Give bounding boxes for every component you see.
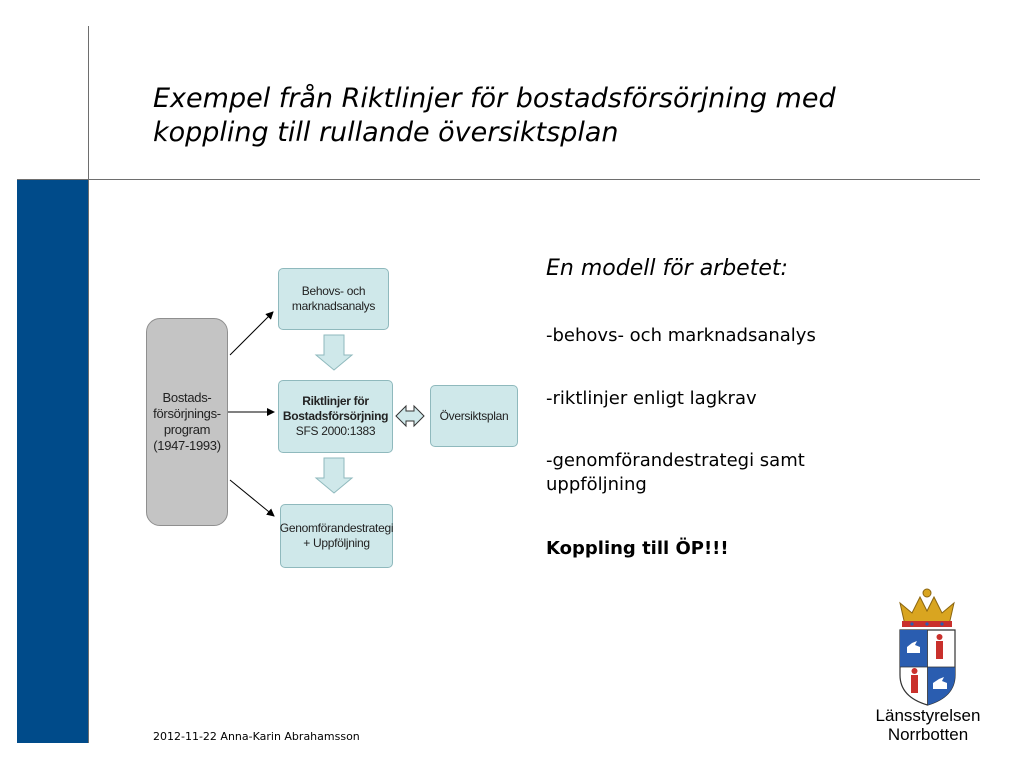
genomforande-line-1: Genomförandestrategi <box>279 521 394 535</box>
footer-date-author: 2012-11-22 Anna-Karin Abrahamsson <box>153 730 360 743</box>
down-arrow-1 <box>316 335 352 370</box>
vertical-divider <box>88 26 89 743</box>
program-box <box>146 318 228 526</box>
genomforande-line-2: + Uppföljning <box>303 536 370 550</box>
title-line-2: koppling till rullande översiktsplan <box>153 117 619 148</box>
genomforande-box <box>280 504 393 568</box>
behov-box <box>278 268 389 330</box>
program-line-3: program <box>163 422 211 437</box>
horizontal-divider <box>17 179 980 180</box>
list-item: -genomförandestrategi samt uppföljning <box>546 450 805 495</box>
riktlinjer-line-1: Riktlinjer för <box>302 394 369 408</box>
program-line-1: Bostads- <box>162 390 212 405</box>
arrow-to-genomforande <box>230 480 274 516</box>
riktlinjer-box <box>278 380 393 453</box>
riktlinjer-line-3: SFS 2000:1383 <box>295 424 376 438</box>
behov-line-2: marknadsanalys <box>291 299 376 313</box>
arrow-to-behov <box>230 312 273 355</box>
sidebar-accent-bar <box>17 180 88 743</box>
oversiktsplan-label: Översiktsplan <box>439 408 509 423</box>
double-arrow <box>396 406 424 426</box>
down-arrow-2 <box>316 458 352 493</box>
model-diagram <box>140 260 530 580</box>
model-subheading: En modell för arbetet: <box>546 256 788 281</box>
oversiktsplan-box <box>430 385 518 447</box>
slide-title <box>153 82 953 150</box>
behov-line-1: Behovs- och <box>301 284 366 298</box>
riktlinjer-line-2: Bostadsförsörjning <box>282 409 389 423</box>
title-line-1: Exempel från Riktlinjer för bostadsförsörjning med <box>153 83 836 114</box>
emphasis-text: Koppling till ÖP!!! <box>546 538 729 559</box>
logo-wordmark <box>866 706 990 744</box>
logo-line-2: Norrbotten <box>887 725 969 744</box>
list-item: -riktlinjer enligt lagkrav <box>546 388 757 409</box>
logo-line-1: Länsstyrelsen <box>875 706 981 725</box>
program-line-4: (1947-1993) <box>153 438 221 453</box>
list-item: -behovs- och marknadsanalys <box>546 325 816 346</box>
program-line-2: försörjnings- <box>153 406 221 421</box>
